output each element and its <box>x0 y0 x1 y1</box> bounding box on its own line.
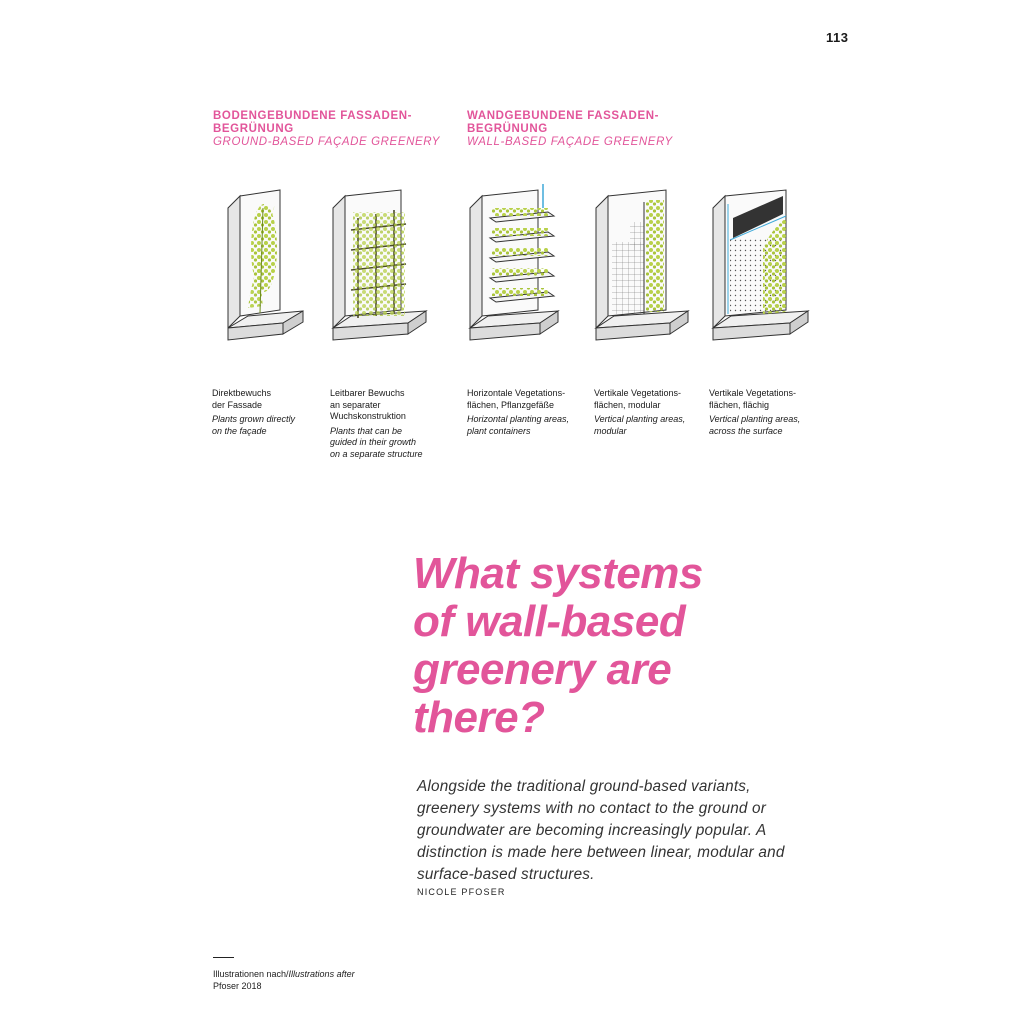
title-line: What systems <box>413 549 703 598</box>
heading-de-line1: WANDGEBUNDENE FASSADEN- <box>467 110 660 122</box>
lead-paragraph: Alongside the traditional ground-based variants, greenery systems with no contact to the ground or groundwater are becoming increasingly popular. A distinction is made here between linear, modular and surface-based structures. <box>417 778 785 883</box>
caption-de: Vertikale Vegetations- flächen, flächig <box>709 388 797 410</box>
heading-ground-based <box>213 110 440 149</box>
illustration-surface-vertical <box>713 190 808 340</box>
caption-trellis <box>330 388 450 460</box>
heading-en: GROUND-BASED FAÇADE GREENERY <box>213 136 441 148</box>
caption-de: Direktbewuchs der Fassade <box>212 388 272 410</box>
title-line: greenery are <box>413 645 672 694</box>
footnote-divider <box>213 957 234 958</box>
footnote-en: Illustrations after <box>288 969 355 979</box>
caption-en: Plants grown directly on the façade <box>212 414 296 436</box>
footnote <box>213 968 355 992</box>
footnote-source: Pfoser 2018 <box>213 981 262 991</box>
footnote-de: Illustrationen nach/ <box>213 969 289 979</box>
page-title <box>413 550 753 742</box>
heading-wall-based <box>467 110 673 149</box>
title-line: there? <box>413 693 545 742</box>
facade-illustrations <box>208 178 820 368</box>
caption-de: Leitbarer Bewuchs an separater Wuchskonstruktion <box>330 388 406 421</box>
caption-de: Vertikale Vegetations- flächen, modular <box>594 388 682 410</box>
page-number: 113 <box>826 30 849 45</box>
illustration-direct-growth <box>228 190 303 340</box>
caption-en: Plants that can be guided in their growth on a separate structure <box>330 425 423 459</box>
heading-en: WALL-BASED FAÇADE GREENERY <box>467 136 673 148</box>
heading-de-line2: BEGRÜNUNG <box>213 123 294 135</box>
caption-en: Horizontal planting areas, plant containers <box>467 414 570 436</box>
caption-direct-growth <box>212 388 332 437</box>
caption-en: Vertical planting areas, across the surface <box>709 414 801 436</box>
illustration-trellis <box>333 190 426 340</box>
heading-de-line2: BEGRÜNUNG <box>467 123 548 135</box>
caption-horizontal-planters <box>467 388 587 437</box>
heading-de-line1: BODENGEBUNDENE FASSADEN- <box>213 110 413 122</box>
caption-surface-vertical <box>709 388 829 437</box>
caption-en: Vertical planting areas, modular <box>594 414 686 436</box>
caption-modular-vertical <box>594 388 714 437</box>
illustration-modular-vertical <box>596 190 688 340</box>
title-line: of wall-based <box>413 597 686 646</box>
author-name: NICOLE PFOSER <box>417 887 506 897</box>
caption-de: Horizontale Vegetations- flächen, Pflanzgefäße <box>467 388 566 410</box>
illustration-horizontal-planters <box>470 184 558 340</box>
